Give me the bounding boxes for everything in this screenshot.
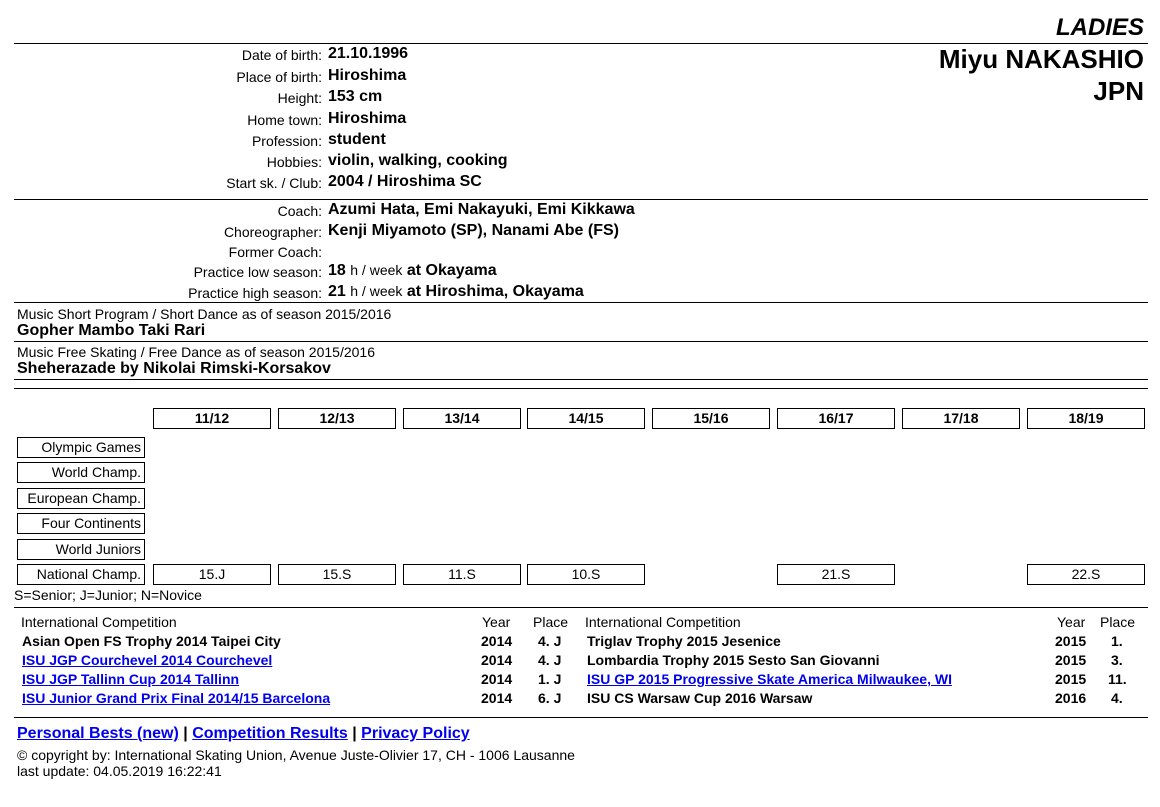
season-header: 18/19	[1027, 408, 1145, 429]
season-header: 15/16	[652, 408, 770, 429]
practice-high-label: Practice high season:	[188, 285, 322, 301]
competition-link[interactable]: ISU JGP Tallinn Cup 2014 Tallinn	[22, 671, 240, 687]
music-sp-label: Music Short Program / Short Dance as of season 2015/2016	[17, 306, 392, 322]
divider	[14, 341, 1148, 342]
season-header: 13/14	[403, 408, 521, 429]
practice-low-label: Practice low season:	[193, 264, 322, 280]
profession-value: student	[328, 131, 386, 148]
competition-year: 2015	[1055, 633, 1087, 649]
champ-national: National Champ.	[17, 564, 145, 585]
practice-high-value	[328, 283, 584, 301]
competition-name: Lombardia Trophy 2015 Sesto San Giovanni	[587, 652, 880, 668]
competition-header-left: International Competition	[21, 614, 177, 630]
national-result: 15.S	[278, 564, 396, 585]
place-header-right: Place	[1100, 614, 1136, 630]
national-result: 15.J	[153, 564, 271, 585]
champ-world-juniors: World Juniors	[17, 539, 145, 560]
place-header-left: Place	[533, 614, 569, 630]
coach-label: Coach:	[277, 203, 322, 219]
national-result: 22.S	[1027, 564, 1145, 585]
birthplace-value: Hiroshima	[328, 67, 407, 84]
practice-low-place: at Okayama	[406, 262, 497, 279]
coach-value: Azumi Hata, Emi Nakayuki, Emi Kikkawa	[328, 201, 635, 218]
practice-high-unit: h / week	[350, 283, 403, 299]
national-result: 10.S	[527, 564, 645, 585]
competition-name: Triglav Trophy 2015 Jesenice	[587, 633, 781, 649]
category-title: LADIES	[1055, 14, 1144, 41]
competition-year: 2015	[1055, 652, 1087, 668]
year-header-left: Year	[482, 614, 511, 630]
competition-year: 2016	[1055, 690, 1087, 706]
hometown-label: Home town:	[247, 112, 322, 128]
practice-high-hours: 21	[328, 283, 346, 300]
champ-four-continents: Four Continents	[17, 513, 145, 534]
competition-year: 2014	[481, 652, 513, 668]
divider	[14, 302, 1148, 303]
competition-header-right: International Competition	[585, 614, 741, 630]
divider	[14, 607, 1148, 608]
champ-world: World Champ.	[17, 462, 145, 483]
competition-place: 11.	[1108, 671, 1127, 687]
choreographer-value: Kenji Miyamoto (SP), Nanami Abe (FS)	[328, 222, 619, 239]
club-value: 2004 / Hiroshima SC	[328, 173, 482, 190]
champ-european: European Champ.	[17, 488, 145, 509]
season-header: 17/18	[902, 408, 1020, 429]
year-header-right: Year	[1057, 614, 1086, 630]
competition-year: 2014	[481, 690, 513, 706]
competition-year: 2014	[481, 633, 513, 649]
height-value: 153 cm	[328, 88, 383, 105]
champ-olympic-games: Olympic Games	[17, 437, 145, 458]
competition-link[interactable]: ISU Junior Grand Prix Final 2014/15 Barcelona	[22, 690, 331, 706]
music-fs-value: Sheherazade by Nikolai Rimski-Korsakov	[17, 360, 331, 377]
club-label: Start sk. / Club:	[226, 175, 322, 191]
athlete-name: Miyu NAKASHIO	[938, 44, 1144, 74]
season-header: 16/17	[777, 408, 895, 429]
competition-name: Asian Open FS Trophy 2014 Taipei City	[22, 633, 281, 649]
national-result: 11.S	[403, 564, 521, 585]
divider	[14, 388, 1148, 389]
music-sp-value: Gopher Mambo Taki Rari	[17, 322, 206, 339]
dob-label: Date of birth:	[241, 47, 322, 63]
practice-low-value	[328, 262, 497, 280]
privacy-policy-link[interactable]: Privacy Policy	[361, 725, 470, 742]
season-header: 14/15	[527, 408, 645, 429]
competition-place: 4. J	[538, 633, 562, 649]
birthplace-label: Place of birth:	[236, 69, 322, 85]
divider	[14, 717, 1148, 718]
practice-high-place: at Hiroshima, Okayama	[406, 283, 584, 300]
competition-place: 1.	[1111, 633, 1123, 649]
choreographer-label: Choreographer:	[223, 224, 322, 240]
season-header: 11/12	[153, 408, 271, 429]
footer-links	[17, 725, 470, 743]
hobbies-label: Hobbies:	[266, 154, 322, 170]
last-update-text: last update: 04.05.2019 16:22:41	[17, 763, 222, 779]
competition-name: ISU CS Warsaw Cup 2016 Warsaw	[587, 690, 813, 706]
competition-place: 6. J	[538, 690, 562, 706]
competition-results-link[interactable]: Competition Results	[192, 725, 348, 742]
competition-place: 4.	[1111, 690, 1123, 706]
height-label: Height:	[277, 90, 322, 106]
copyright-text: © copyright by: International Skating Union, Avenue Juste-Olivier 17, CH - 1006 Lausanne	[17, 747, 575, 763]
competition-place: 3.	[1111, 652, 1123, 668]
hobbies-value: violin, walking, cooking	[328, 152, 508, 169]
divider	[14, 199, 1148, 200]
competition-year: 2014	[481, 671, 513, 687]
footer-separator: |	[352, 725, 357, 742]
legend-text: S=Senior; J=Junior; N=Novice	[14, 587, 202, 603]
national-result: 21.S	[777, 564, 895, 585]
practice-low-hours: 18	[328, 262, 346, 279]
competition-link[interactable]: ISU JGP Courchevel 2014 Courchevel	[22, 652, 273, 668]
athlete-nation: JPN	[1093, 76, 1144, 106]
season-header: 12/13	[278, 408, 396, 429]
competition-year: 2015	[1055, 671, 1087, 687]
competition-link[interactable]: ISU GP 2015 Progressive Skate America Milwaukee, WI	[587, 671, 952, 687]
dob-value: 21.10.1996	[328, 45, 409, 62]
former-coach-label: Former Coach:	[228, 244, 322, 260]
competition-place: 4. J	[538, 652, 562, 668]
practice-low-unit: h / week	[350, 262, 403, 278]
profession-label: Profession:	[251, 133, 322, 149]
music-fs-label: Music Free Skating / Free Dance as of season 2015/2016	[17, 344, 375, 360]
footer-separator: |	[183, 725, 188, 742]
hometown-value: Hiroshima	[328, 110, 407, 127]
divider	[14, 379, 1148, 380]
competition-place: 1. J	[538, 671, 562, 687]
personal-bests-link[interactable]: Personal Bests (new)	[17, 725, 179, 742]
